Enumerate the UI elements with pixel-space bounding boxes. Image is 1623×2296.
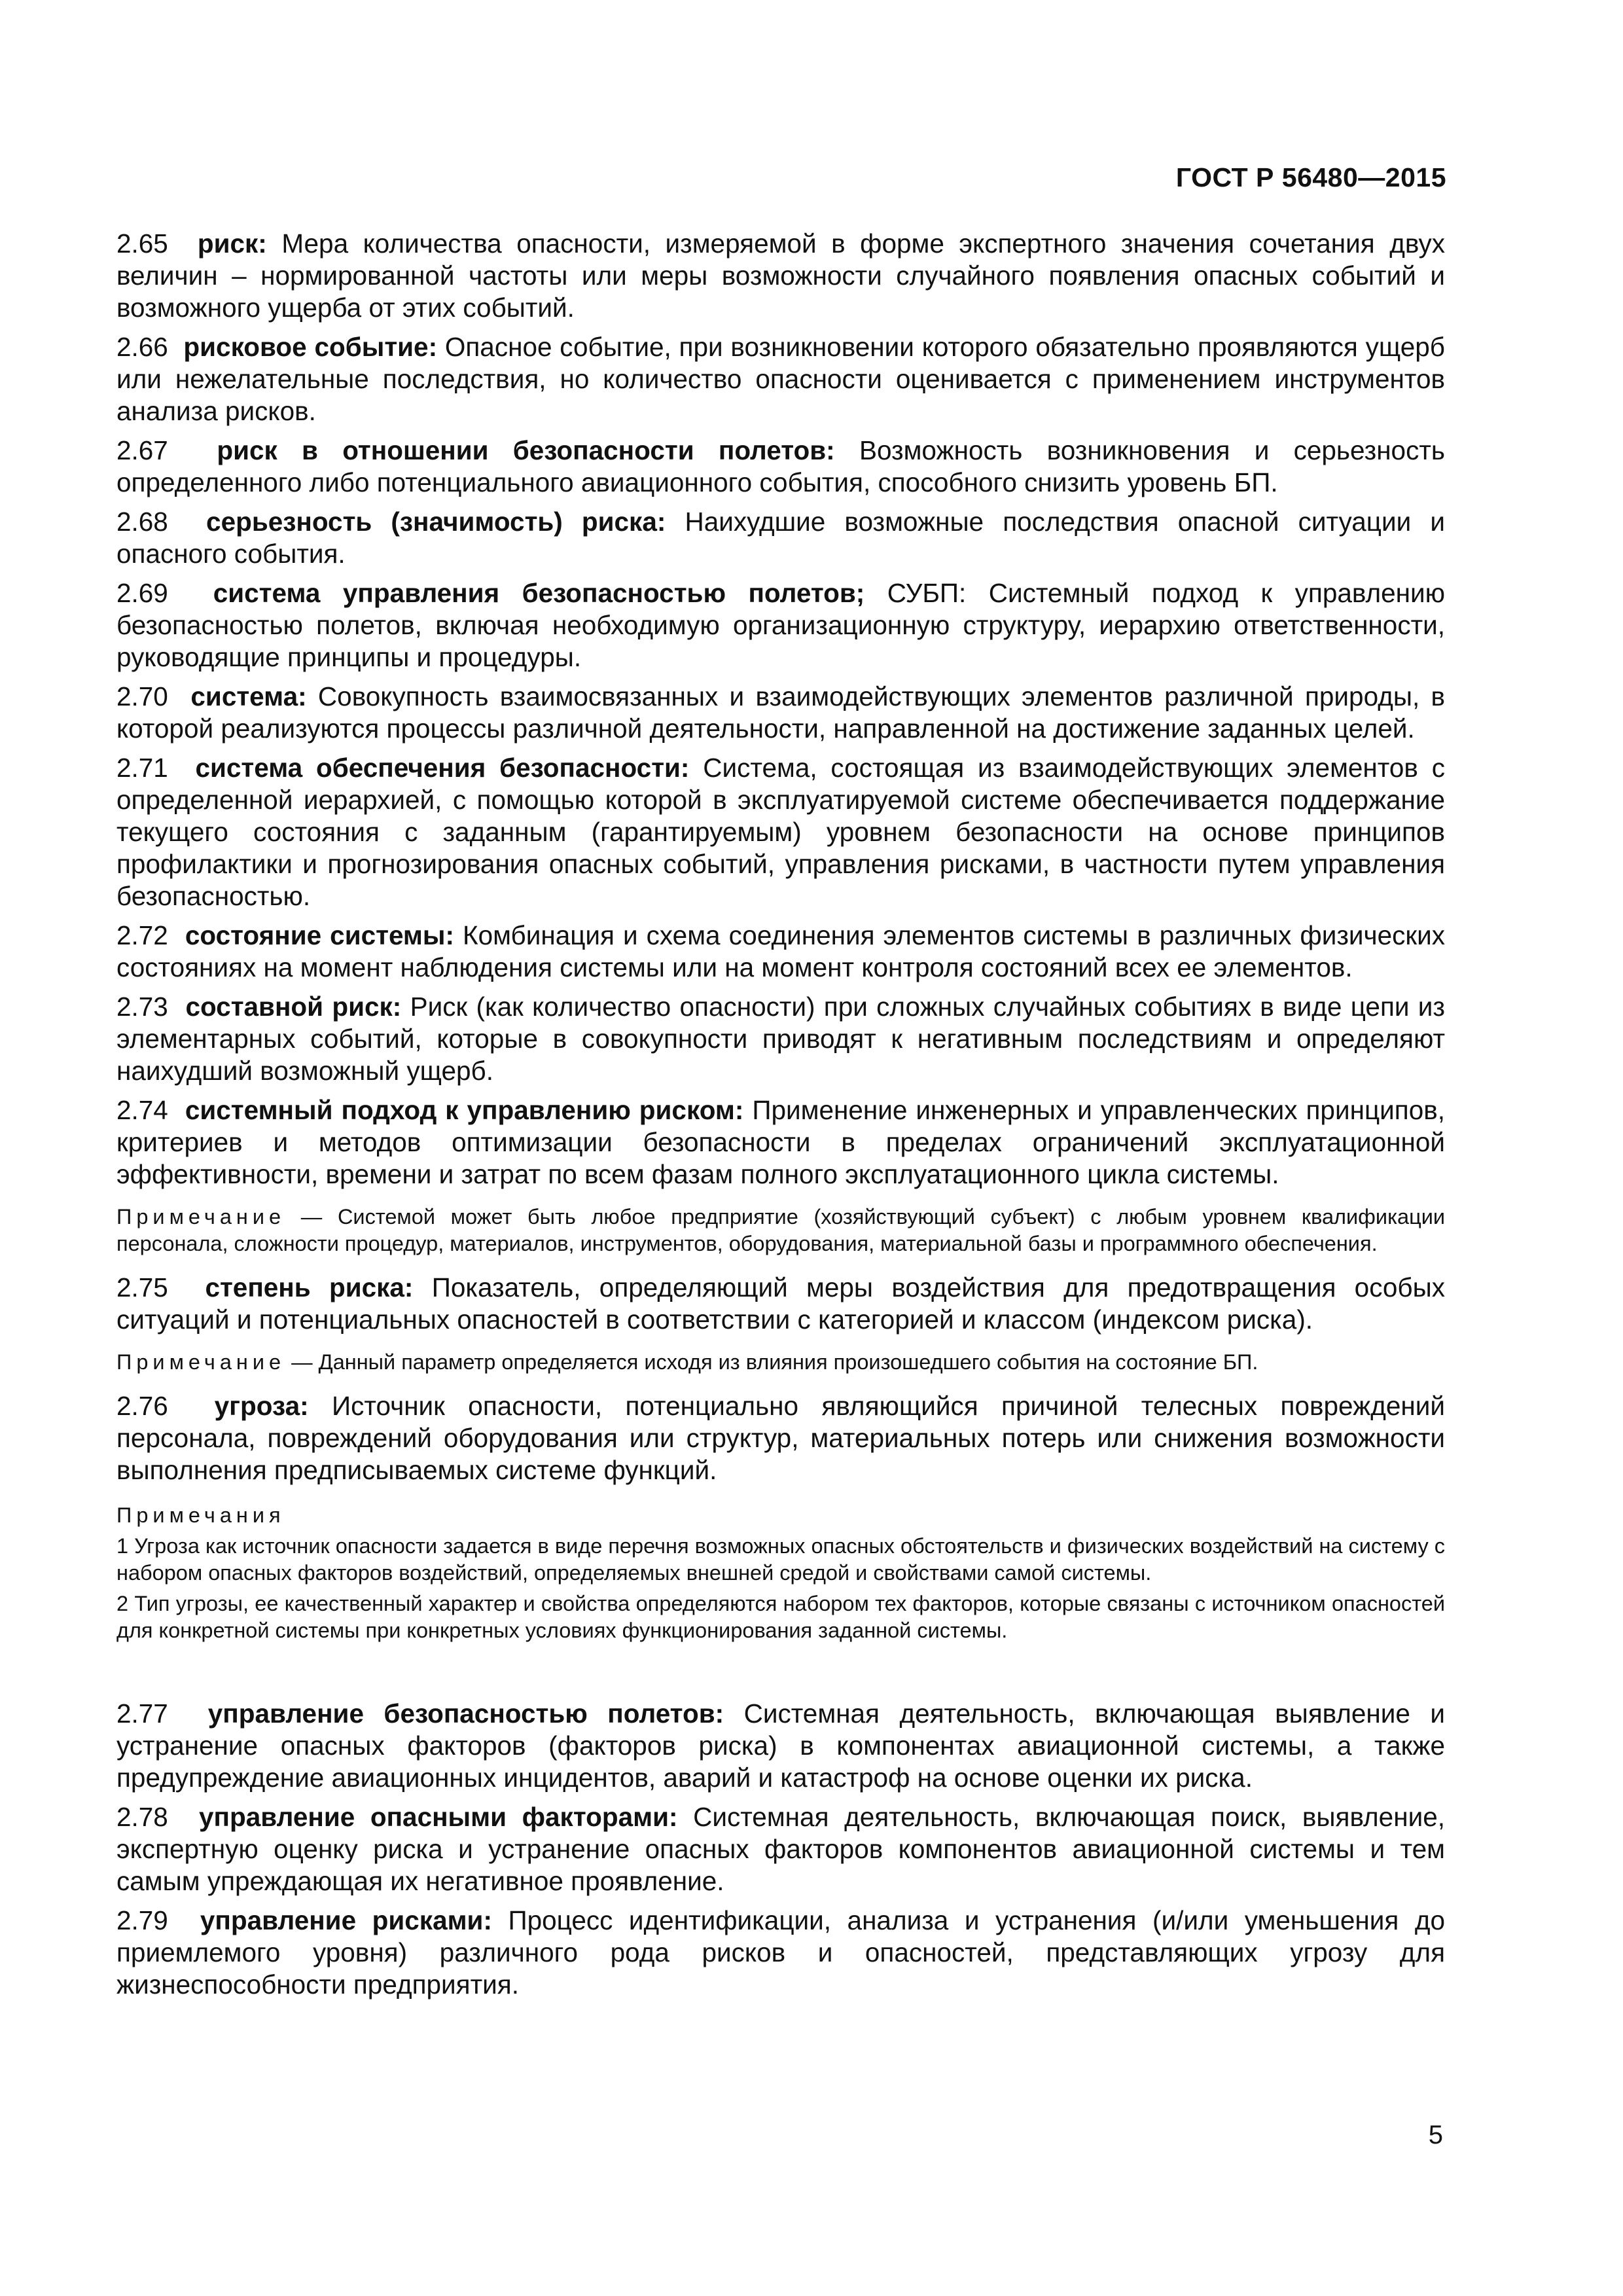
note-label: Примечание [116,1205,286,1229]
note-text: — Системой может быть любое предприятие (хозяйствующий субъект) с любым уровнем квалификации персонала, сложности процедур, материалов, инструментов, оборудования, материальной базы и программного обеспечения. [116,1205,1446,1255]
document-header: ГОСТ Р 56480—2015 [1175,162,1446,192]
entry-term: состояние системы: [185,920,454,950]
notes-title: Примечания [116,1503,285,1527]
entry-term: составной риск: [185,992,402,1022]
entry-2-70 [116,681,1445,745]
entry-2-76 [116,1390,1445,1486]
entry-term: степень риска: [205,1272,414,1302]
entry-definition: Комбинация и схема соединения элементов системы в различных физических состояниях на момент наблюдения системы или на момент контроля состояний всех ее элементов. [116,920,1446,982]
entry-2-69 [116,577,1445,673]
entry-term: серьезность (значимость) риска: [206,507,666,537]
entry-number: 2.68 [116,507,168,537]
entry-definition: Риск (как количество опасности) при сложных случайных событиях в виде цепи из элементарных событий, которые в совокупности приводят к негативным последствиям и определяют наихудший возможный ущерб. [116,992,1446,1086]
entry-number: 2.66 [116,332,168,362]
entry-number: 2.73 [116,992,168,1022]
entry-number: 2.65 [116,228,168,259]
entry-term: риск в отношении безопасности полетов: [217,435,835,465]
entry-2-74 [116,1094,1445,1191]
entry-2-75 [116,1272,1445,1336]
note-1 [116,1204,1445,1257]
entry-term: управление безопасностью полетов: [207,1698,724,1729]
entry-number: 2.69 [116,578,168,608]
entry-number: 2.70 [116,681,168,711]
entry-definition: Источник опасности, потенциально являющийся причиной телесных повреждений персонала, повреждений оборудования или структур, материальных потерь или снижения возможности выполнения предписываемых системе функций. [116,1391,1445,1485]
spacer [116,1659,1445,1698]
note-text: — Данный параметр определяется исходя из влияния произошедшего события на состояние БП. [291,1350,1258,1374]
entry-number: 2.71 [116,753,168,783]
entry-2-68 [116,506,1445,570]
entry-term: система управления безопасностью полетов; [213,578,865,608]
entry-2-66 [116,331,1445,427]
entry-number: 2.72 [116,920,168,950]
entry-term: системный подход к управлению риском: [185,1095,744,1125]
entry-term: управление опасными факторами: [199,1802,678,1832]
entry-2-65 [116,228,1445,324]
entry-term: система обеспечения безопасности: [195,753,690,783]
entry-definition: СУБП: Системный подход к управлению безопасностью полетов, включая необходимую организационную структуру, иерархию ответственности, руководящие принципы и процедуры. [116,578,1445,672]
entry-number: 2.77 [116,1698,168,1729]
entry-number: 2.74 [116,1095,168,1125]
entry-term: угроза: [214,1391,309,1421]
entry-definition: Мера количества опасности, измеряемой в форме экспертного значения сочетания двух величин – нормированной частоты или меры возможности случайного появления опасных событий и возможного ущерба от этих событий. [116,228,1445,323]
entry-2-71 [116,752,1445,912]
entry-2-72 [116,920,1445,984]
note-item: 2 Тип угрозы, ее качественный характер и свойства определяются набором тех факторов, которые связаны с источником опасностей для конкретной системы при конкретных условиях функционирования заданной системы. [116,1592,1445,1642]
entry-term: управление рисками: [200,1905,492,1935]
entry-2-78 [116,1801,1445,1897]
entry-number: 2.78 [116,1802,168,1832]
entry-term: рисковое событие: [183,332,438,362]
entry-definition: Система, состоящая из взаимодействующих элементов с определенной иерархией, с помощью которой в эксплуатируемой системе обеспечивается поддержание текущего состояния с заданным (гарантируемым) уровнем безопасности на основе принципов профилактики и прогнозирования опасных событий, управления рисками, в частности путем управления безопасностью. [116,753,1446,911]
entry-number: 2.76 [116,1391,168,1421]
entry-definition: Показатель, определяющий меры воздействия для предотвращения особых ситуаций и потенциальных опасностей в соответствии с категорией и классом (индексом риска). [116,1272,1445,1335]
entry-definition: Процесс идентификации, анализа и устранения (и/или уменьшения до приемлемого уровня) различного рода рисков и опасностей, представляющих угрозу для жизнеспособности предприятия. [116,1905,1445,2000]
note-item: 1 Угроза как источник опасности задается в виде перечня возможных опасных обстоятельств и физических воздействий на систему с набором опасных факторов воздействий, определяемых внешней средой и свойствами самой системы. [116,1534,1445,1585]
entry-term: риск: [197,228,267,259]
entry-2-79 [116,1905,1445,2001]
entries-group-a [116,228,1445,1191]
entry-definition: Опасное событие, при возникновении которого обязательно проявляются ущерб или нежелательные последствия, но количество опасности оценивается с применением инструментов анализа рисков. [116,332,1445,426]
entry-definition: Применение инженерных и управленческих принципов, критериев и методов оптимизации безопасности в пределах ограничений эксплуатационной эффективности, времени и затрат по всем фазам полного эксплуатационного цикла системы. [116,1095,1445,1189]
page-number: 5 [1428,2121,1443,2149]
entry-number: 2.79 [116,1905,168,1935]
entry-definition: Системная деятельность, включающая выявление и устранение опасных факторов (факторов риска) в компонентах авиационной системы, а также предупреждение авиационных инцидентов, аварий и катастроф на основе оценки их риска. [116,1698,1445,1793]
entry-definition: Возможность возникновения и серьезность определенного либо потенциального авиационного события, способного снизить уровень БП. [116,435,1445,497]
document-body [116,228,1445,2008]
entry-number: 2.75 [116,1272,168,1302]
entry-2-73 [116,991,1445,1087]
entry-definition: Совокупность взаимосвязанных и взаимодействующих элементов различной природы, в которой реализуются процессы различной деятельности, направленной на достижение заданных целей. [116,681,1445,744]
note-label: Примечание [116,1350,286,1374]
entry-term: система: [190,681,307,711]
entry-number: 2.67 [116,435,168,465]
note-2 [116,1349,1445,1376]
entry-2-67 [116,435,1445,499]
entry-2-77 [116,1698,1445,1794]
entry-definition: Системная деятельность, включающая поиск, выявление, экспертную оценку риска и устранение опасных факторов компонентов авиационной системы и тем самым упреждающая их негативное проявление. [116,1802,1445,1896]
notes-block [116,1502,1445,1644]
entries-group-b [116,1698,1445,2001]
entry-definition: Наихудшие возможные последствия опасной ситуации и опасного события. [116,507,1445,569]
